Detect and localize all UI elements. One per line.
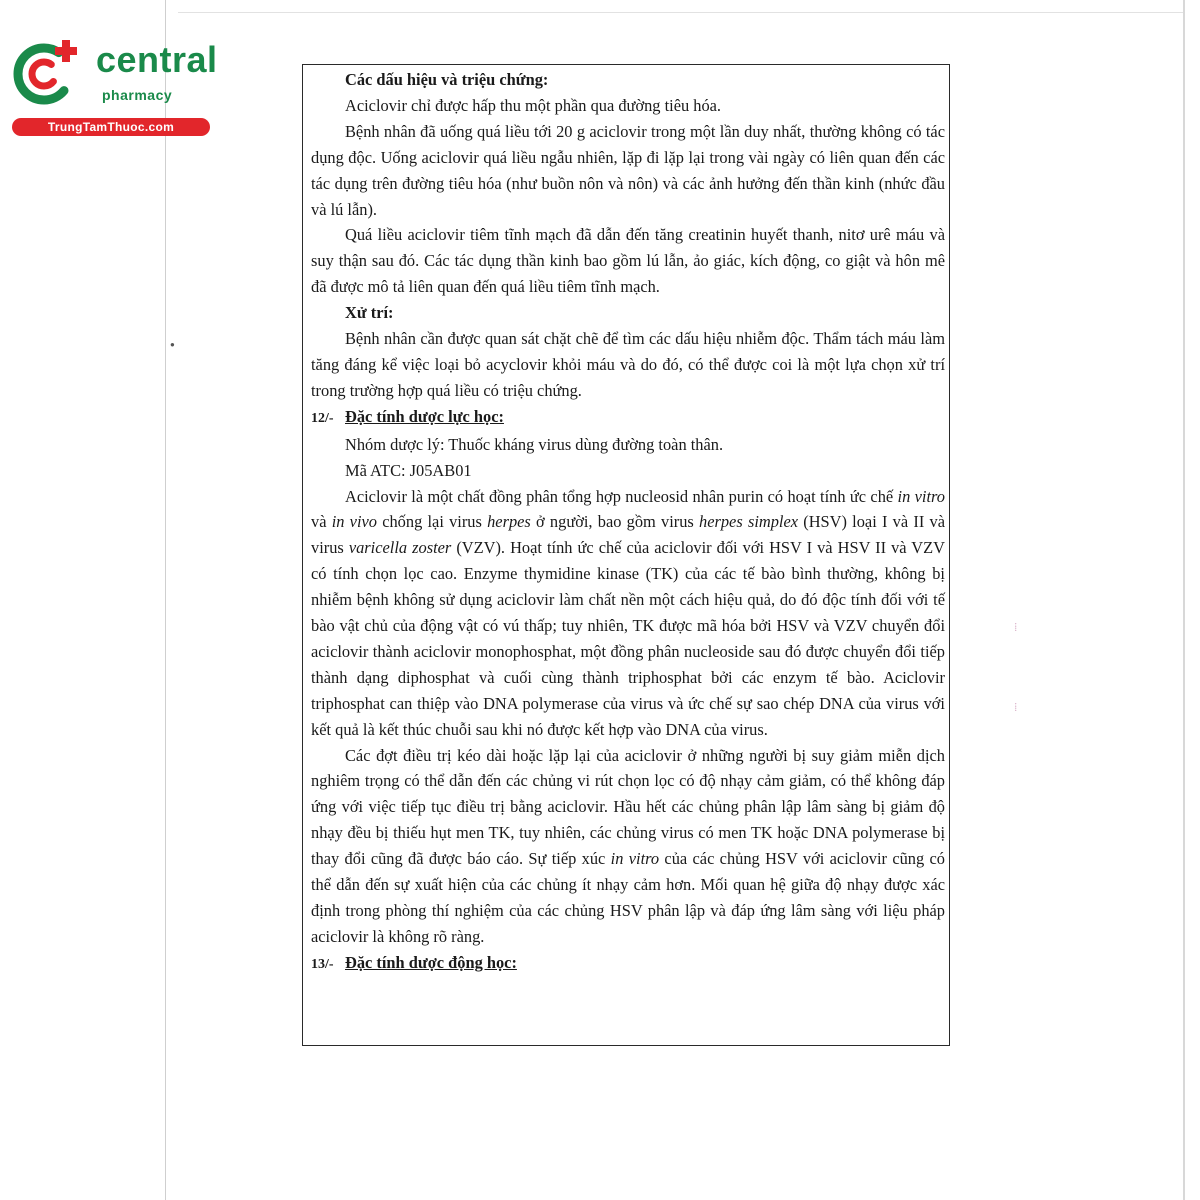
scan-mark: ⁞ — [1014, 620, 1018, 634]
paragraph-mechanism: Aciclovir là một chất đồng phân tổng hợp nucleosid nhân purin có hoạt tính ức chế in vitro và in vivo chống lại virus herpes ở người, bao gồm virus herpes simplex (HSV) loại I và II và virus varicella zoster (VZV). Hoạt tính ức chế của aciclovir đối với HSV I và HSV II và VZV có tính chọn lọc cao. Enzyme thymidine kinase (TK) của các tế bào bình thường, không bị nhiễm bệnh không sử dụng aciclovir làm chất nền một cách hiệu quả, do đó độc tính đối với tế bào vật chủ của động vật có vú thấp; tuy nhiên, TK được mã hóa bởi HSV và VZV chuyển đổi aciclovir thành aciclovir monophosphat, một đồng phân nucleoside sau đó được chuyển đổi tiếp thành dạng diphosphat và cuối cùng thành triphosphat bởi các enzym tế bào. Aciclovir triphosphat can thiệp vào DNA polymerase của virus và ức chế sự sao chép DNA của virus với kết quả là kết thúc chuỗi sau khi nó được kết hợp vào DNA của virus. — [311, 486, 945, 739]
section-13-number: 13/- — [311, 956, 334, 972]
section-12-number: 12/- — [311, 410, 334, 426]
section-13-heading — [311, 950, 945, 978]
paragraph-resistance: Các đợt điều trị kéo dài hoặc lặp lại của aciclovir ở những người bị suy giảm miễn dịch nghiêm trọng có thể dẫn đến các chủng vi rút chọn lọc có độ nhạy cảm giảm, có thể không đáp ứng với việc tiếp tục điều trị bằng aciclovir. Hầu hết các chủng phân lập lâm sàng bị giảm độ nhạy đều bị thiếu hụt men TK, tuy nhiên, các chủng virus có men TK hoặc DNA polymerase bị thay đổi cũng đã được báo cáo. Sự tiếp xúc in vitro của các chủng HSV với aciclovir cũng có thể dẫn đến sự xuất hiện của các chủng ít nhạy cảm hơn. Mối quan hệ giữa độ nhạy được xác định trong phòng thí nghiệm của các chủng HSV phân lập và đáp ứng lâm sàng với liệu pháp aciclovir là không rõ ràng. — [311, 745, 945, 946]
section-12-title: Đặc tính dược lực học: — [345, 406, 504, 426]
logo-website-banner: TrungTamThuoc.com — [12, 118, 210, 136]
paragraph-iv-overdose: Quá liều aciclovir tiêm tĩnh mạch đã dẫn đến tăng creatinin huyết thanh, nitơ urê máu và suy thận sau đó. Các tác dụng thần kinh bao gồm lú lẫn, ảo giác, kích động, co giật và hôn mê đã được mô tả liên quan đến quá liều tiêm tĩnh mạch. — [311, 225, 945, 297]
paragraph-absorption: Aciclovir chỉ được hấp thu một phần qua đường tiêu hóa. — [345, 95, 722, 115]
scan-dot: ● — [170, 340, 175, 349]
document-page — [302, 64, 950, 1046]
paragraph-treatment: Bệnh nhân cần được quan sát chặt chẽ để tìm các dấu hiệu nhiễm độc. Thẩm tách máu làm tăng đáng kể việc loại bỏ acyclovir khỏi máu và do đó, có thể được coi là một lựa chọn xử trí trong trường hợp quá liều có triệu chứng. — [311, 329, 945, 400]
document-body — [311, 67, 945, 978]
heading-signs-symptoms: Các dấu hiệu và triệu chứng: — [345, 70, 549, 89]
pharmacy-cross-icon — [10, 36, 82, 108]
heading-treatment: Xử trí: — [345, 303, 394, 323]
pharmacological-group: Nhóm dược lý: Thuốc kháng virus dùng đường toàn thân. — [345, 434, 724, 454]
scan-edge-top — [178, 0, 1183, 13]
paragraph-oral-overdose: Bệnh nhân đã uống quá liều tới 20 g aciclovir trong một lần duy nhất, thường không có tác dụng độc. Uống aciclovir quá liều ngẫu nhiên, lặp đi lặp lại trong vài ngày có liên quan đến các tác dụng trên đường tiêu hóa (như buồn nôn và nôn) và các ảnh hưởng đến thần kinh (nhức đầu và lú lẫn). — [311, 121, 945, 219]
scan-mark: ⁞ — [1014, 700, 1018, 714]
logo-subtitle: pharmacy — [102, 87, 173, 103]
scan-edge-left — [165, 0, 166, 1200]
section-12-heading — [311, 404, 945, 432]
logo-name: central — [96, 39, 218, 80]
section-13-title: Đặc tính dược động học: — [345, 952, 517, 972]
scan-edge-right — [1183, 0, 1185, 1200]
atc-code: Mã ATC: J05AB01 — [345, 460, 472, 480]
central-pharmacy-logo — [10, 36, 218, 136]
